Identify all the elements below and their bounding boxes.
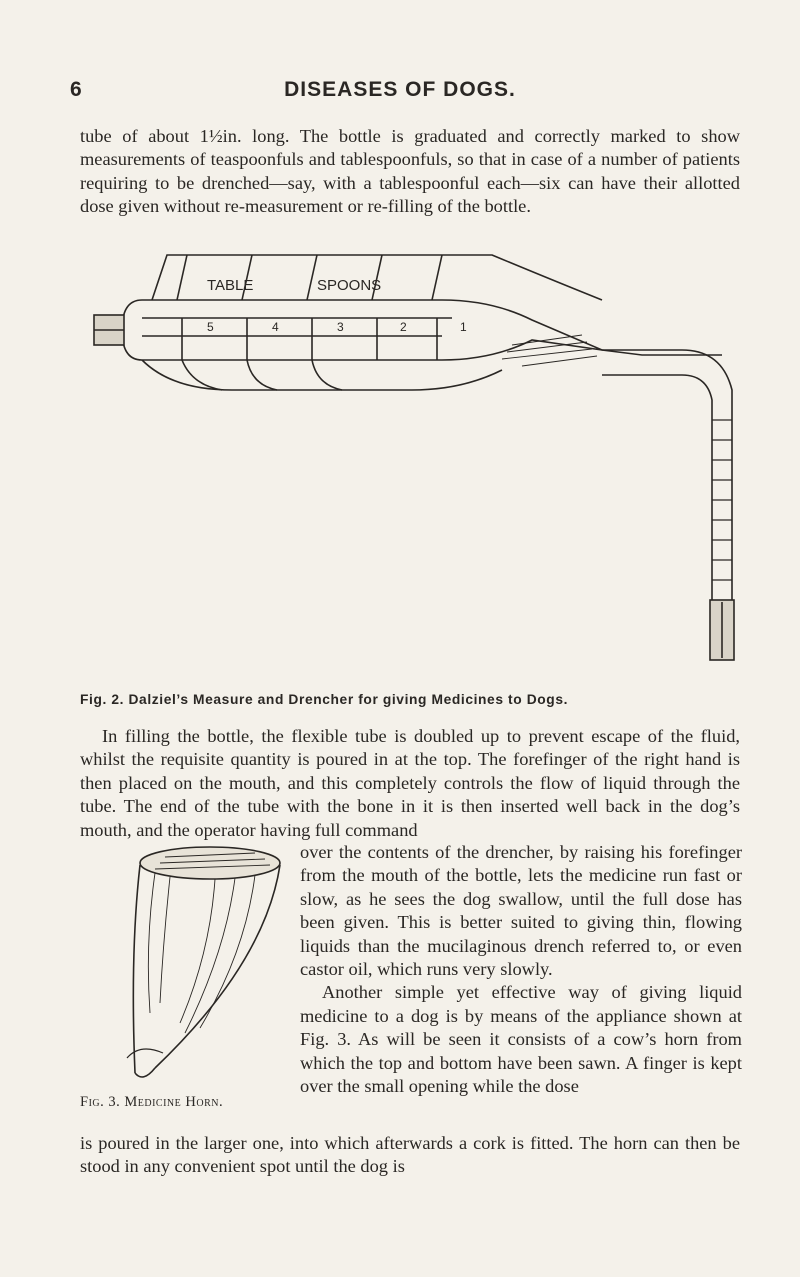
tick-mark: 5: [207, 320, 214, 334]
paragraph-3-end: is poured in the larger one, into which afterwards a cork is fitted. The horn can then be stood in any convenient spot until the dog is: [80, 1133, 740, 1177]
paragraph-3-start: Another simple yet effective way of giving liquid medicine to a dog is by means of the appliance shown at Fig. 3. As will be seen it consists of a cow’s horn from which the top and bottom have been sawn. A finger is kept over the small opening while the dose: [300, 982, 742, 1097]
tick-mark: 2: [400, 320, 407, 334]
label-spoons: SPOONS: [317, 277, 382, 294]
wrapped-text-block: [300, 841, 742, 1098]
running-head: DISEASES OF DOGS.: [284, 78, 516, 101]
medicine-horn-illustration: [115, 843, 285, 1088]
tick-mark: 1: [460, 320, 467, 334]
tick-mark: 3: [337, 320, 344, 334]
figure-2-caption: Fig. 2. Dalziel’s Measure and Drencher for giving Medicines to Dogs.: [80, 692, 569, 707]
figure-3-caption: Fig. 3. Medicine Horn.: [80, 1094, 224, 1110]
label-table: TABLE: [207, 277, 254, 294]
paragraph-2: In filling the bottle, the flexible tube is doubled up to prevent escape of the fluid, whilst the requisite quantity is poured in at the top. The forefinger of the right hand is then placed on the mouth, and this completely controls the flow of liquid through the tube. The end of the tube with the bone in it is then inserted well back in the dog’s mouth, and the operator having full command: [80, 726, 740, 840]
paragraph-1: tube of about 1½in. long. The bottle is graduated and correctly marked to show measurements of teaspoonfuls and tablespoonfuls, so that in case of a number of patients requiring to be drenched—say, with a tablespoonful each—six can have their allotted dose given without re-measurement or re-filling of the bottle.: [80, 126, 740, 217]
paragraph-2-continued: over the contents of the drencher, by raising his forefinger from the mouth of the bottle, lets the medicine run fast or slow, as he sees the dog swallow, until the full dose has been given. This is better suited to giving thin, flowing liquids than the mucilaginous drench referred to, or even castor oil, which runs very slowly.: [300, 842, 742, 980]
page-number: 6: [70, 78, 82, 101]
page-header: [70, 78, 730, 108]
tick-mark: 4: [272, 320, 279, 334]
drencher-illustration: [82, 240, 742, 685]
